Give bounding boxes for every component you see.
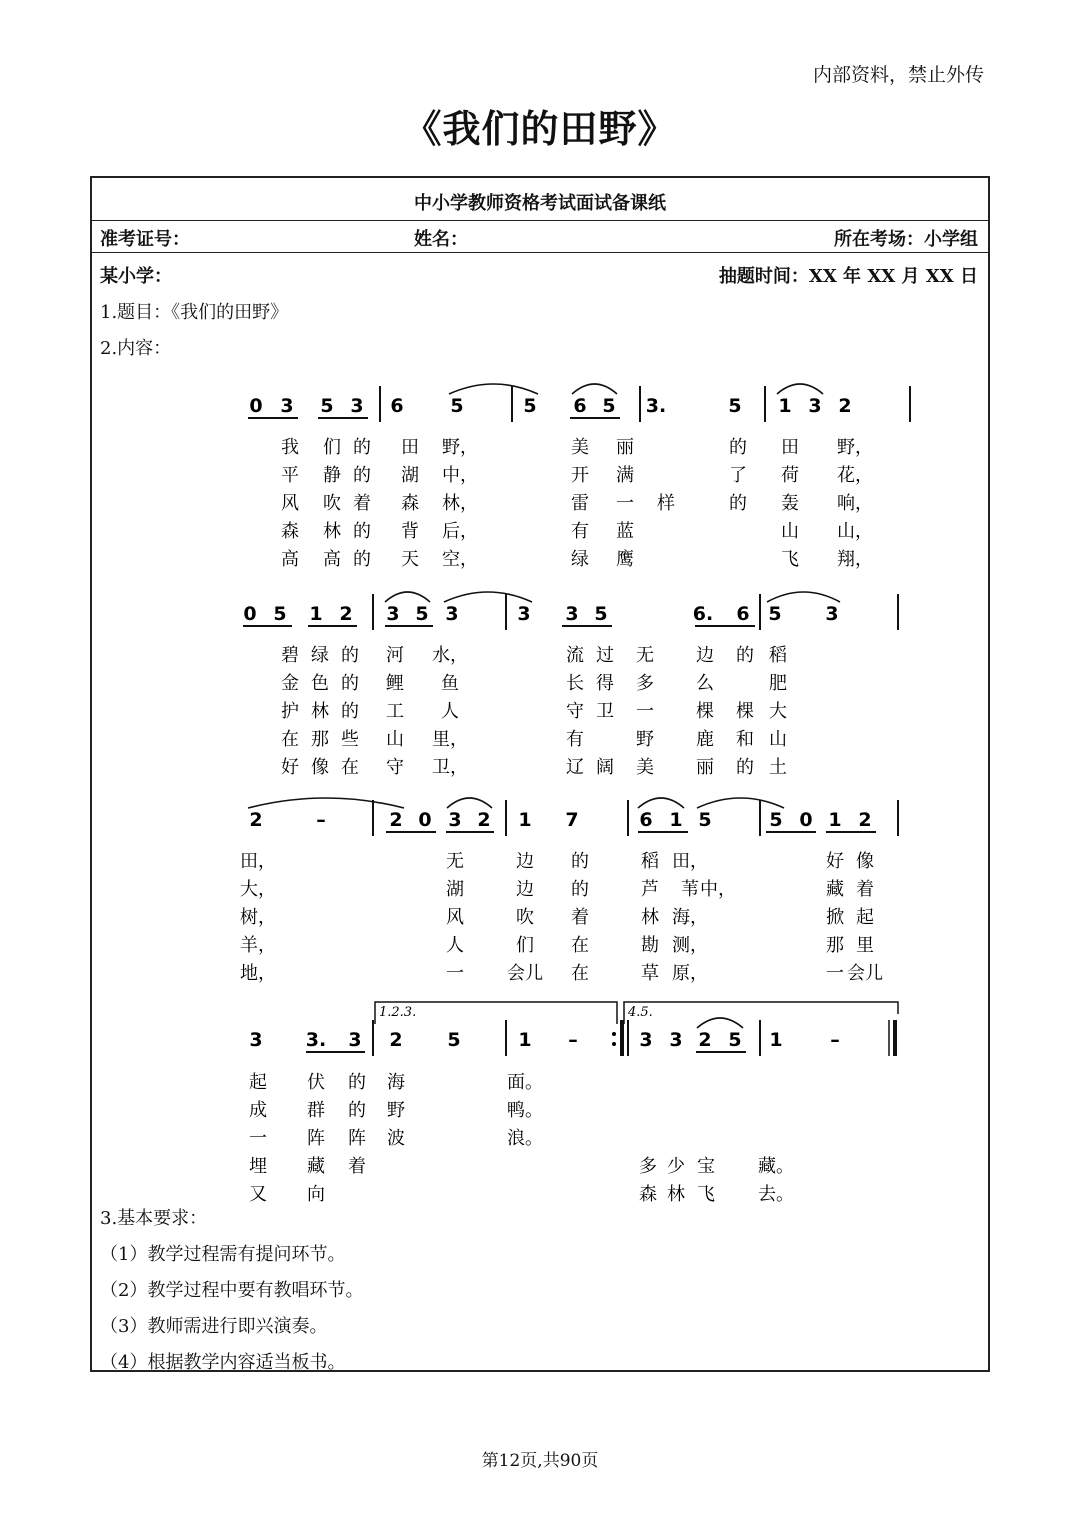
score-note: 5: [320, 395, 334, 417]
lyric-syllable: 里: [856, 935, 874, 956]
score-note: 2: [838, 395, 852, 417]
lyric-syllable: 芦: [641, 879, 659, 900]
score-note: 5: [273, 603, 287, 625]
lyric-syllable: 那: [311, 729, 329, 750]
lyric-syllable: 和: [736, 729, 754, 750]
slur-arc: [449, 384, 538, 394]
score-note: 1: [518, 809, 532, 831]
lyric-syllable: 天: [401, 549, 419, 570]
school-label: 某小学：: [100, 266, 172, 287]
lyric-syllable: 大: [769, 701, 787, 722]
score-note: 5: [594, 603, 608, 625]
lyric-syllable: 着: [353, 493, 371, 514]
lyric-syllable: 雷: [571, 493, 589, 514]
lyric-syllable: 满: [616, 465, 634, 486]
lyric-syllable: 高: [281, 549, 299, 570]
score-note: 2: [698, 1029, 712, 1051]
lyric-syllable: 湖: [401, 465, 419, 486]
lyric-syllable: 的: [353, 549, 371, 570]
lyric-syllable: 无: [636, 645, 654, 666]
lyric-syllable: 波: [387, 1128, 405, 1149]
lyric-syllable: 多: [636, 673, 654, 694]
score-note: 1: [778, 395, 792, 417]
repeat-dot: [612, 1032, 616, 1036]
lyric-syllable: 藏: [307, 1156, 325, 1177]
lyric-syllable: 羊，: [240, 935, 276, 956]
lyric-syllable: 平: [281, 465, 299, 486]
slur-arc: [447, 798, 492, 808]
lyric-syllable: 护: [281, 701, 299, 722]
lyric-syllable: 飞: [697, 1184, 715, 1205]
lyric-syllable: 田，: [240, 851, 276, 872]
lyric-syllable: 面。: [507, 1072, 543, 1093]
lyric-syllable: 山，: [837, 521, 873, 542]
lyric-syllable: 轰: [781, 493, 799, 514]
lyric-syllable: 鹿: [696, 729, 714, 750]
lyric-syllable: 美: [636, 757, 654, 778]
lyric-syllable: 藏: [826, 879, 844, 900]
lyric-syllable: 群: [307, 1100, 325, 1121]
score-note: 2: [249, 809, 263, 831]
score-note: 2: [339, 603, 353, 625]
lyric-syllable: 地，: [240, 963, 276, 984]
lyric-syllable: 林: [667, 1184, 685, 1205]
lyric-syllable: 鲤: [386, 673, 404, 694]
score-note: 6: [390, 395, 404, 417]
lyric-syllable: 在: [281, 729, 299, 750]
lyric-syllable: 野: [636, 729, 654, 750]
lyric-syllable: 的: [571, 851, 589, 872]
score-note: 6: [736, 603, 750, 625]
lyric-syllable: 我: [281, 437, 299, 458]
lyric-syllable: 绿: [311, 645, 329, 666]
volta-label: 4.5.: [628, 1005, 653, 1020]
lyric-syllable: 花，: [837, 465, 873, 486]
lyric-syllable: 飞: [781, 549, 799, 570]
lyric-syllable: 边: [696, 645, 714, 666]
lyric-syllable: 好: [281, 757, 299, 778]
score-note: 3.: [645, 395, 667, 417]
lyric-syllable: 空，: [442, 549, 478, 570]
lyric-syllable: 吹: [516, 907, 534, 928]
lyric-syllable: 苇: [681, 879, 699, 900]
lyric-syllable: 蓝: [616, 521, 634, 542]
lyric-syllable: 风: [281, 493, 299, 514]
score-note: 1: [669, 809, 683, 831]
score-note: –: [568, 1029, 578, 1051]
lyric-syllable: 静: [323, 465, 341, 486]
lyric-syllable: 掀: [826, 907, 844, 928]
lyric-syllable: 原，: [672, 963, 708, 984]
lyric-syllable: 会儿: [507, 963, 543, 984]
score-note: 2: [389, 1029, 403, 1051]
lyric-syllable: 稻: [641, 851, 659, 872]
lyric-syllable: 样: [657, 493, 675, 514]
score-note: 3: [386, 603, 400, 625]
lyric-syllable: 人: [441, 701, 459, 722]
lyric-syllable: 大，: [240, 879, 276, 900]
lyric-syllable: 那: [826, 935, 844, 956]
lyric-syllable: 森: [281, 521, 299, 542]
lyric-syllable: 林: [641, 907, 659, 928]
repeat-dot: [612, 1042, 616, 1046]
lyric-syllable: 流: [566, 645, 584, 666]
lyric-syllable: 长: [566, 673, 584, 694]
lyric-syllable: 测，: [672, 935, 708, 956]
score-note: 5: [769, 809, 783, 831]
lyric-syllable: 一: [826, 963, 844, 984]
lyric-syllable: 河: [386, 645, 404, 666]
lyric-syllable: 着: [571, 907, 589, 928]
slur-arc: [638, 798, 684, 808]
score-note: –: [316, 809, 326, 831]
lyric-syllable: 工: [386, 701, 404, 722]
lyric-syllable: 草: [641, 963, 659, 984]
lyric-syllable: 的: [348, 1100, 366, 1121]
lyric-syllable: 野: [387, 1100, 405, 1121]
lyric-syllable: 林: [323, 521, 341, 542]
score-note: 3: [280, 395, 294, 417]
lyric-syllable: 丽: [696, 757, 714, 778]
lyric-syllable: 中，: [700, 879, 736, 900]
lyric-syllable: 的: [341, 701, 359, 722]
score-note: 6: [573, 395, 587, 417]
slur-arc: [385, 592, 430, 602]
lyric-syllable: 有: [571, 521, 589, 542]
lyric-syllable: 守: [566, 701, 584, 722]
lyric-syllable: 阔: [596, 757, 614, 778]
lyric-syllable: 土: [769, 757, 787, 778]
score-note: 0: [249, 395, 263, 417]
lyric-syllable: 在: [571, 935, 589, 956]
lyric-syllable: 丽: [616, 437, 634, 458]
lyric-syllable: 辽: [566, 757, 584, 778]
lyric-syllable: 海，: [672, 907, 708, 928]
score-note: 3: [348, 1029, 362, 1051]
lyric-syllable: 野，: [442, 437, 478, 458]
score-note: –: [830, 1029, 840, 1051]
lyric-syllable: 得: [596, 673, 614, 694]
lyric-syllable: 一: [446, 963, 464, 984]
lyric-syllable: 里，: [432, 729, 468, 750]
score-note: 5: [415, 603, 429, 625]
lyric-syllable: 山: [769, 729, 787, 750]
lyric-syllable: 的: [571, 879, 589, 900]
score-note: 5: [728, 395, 742, 417]
lyric-syllable: 们: [323, 437, 341, 458]
score-note: 1: [309, 603, 323, 625]
lyric-syllable: 的: [341, 645, 359, 666]
lyric-syllable: 像: [311, 757, 329, 778]
score-note: 5: [447, 1029, 461, 1051]
lyric-syllable: 一: [636, 701, 654, 722]
lyric-syllable: 勘: [641, 935, 659, 956]
lyric-syllable: 么: [696, 673, 714, 694]
venue-label: 所在考场：小学组: [834, 229, 978, 250]
lyric-syllable: 在: [571, 963, 589, 984]
lyric-syllable: 们: [516, 935, 534, 956]
score-note: 3.: [305, 1029, 327, 1051]
lyric-syllable: 林，: [442, 493, 478, 514]
lyric-syllable: 藏。: [758, 1156, 794, 1177]
lyric-syllable: 人: [446, 935, 464, 956]
lyric-syllable: 的: [729, 493, 747, 514]
lyric-syllable: 田: [401, 437, 419, 458]
lyric-syllable: 风: [446, 907, 464, 928]
score-note: 1: [769, 1029, 783, 1051]
lyric-syllable: 着: [348, 1156, 366, 1177]
form-heading: 中小学教师资格考试面试备课纸: [414, 193, 666, 214]
lyric-syllable: 有: [566, 729, 584, 750]
lyric-syllable: 棵: [736, 701, 754, 722]
lyric-syllable: 金: [281, 673, 299, 694]
score-note: 3: [445, 603, 459, 625]
topic-line: 1.题目：《我们的田野》: [100, 302, 289, 323]
lyric-syllable: 响，: [837, 493, 873, 514]
lyric-syllable: 湖: [446, 879, 464, 900]
score-note: 2: [858, 809, 872, 831]
slur-arc: [248, 798, 404, 808]
lyric-syllable: 山: [781, 521, 799, 542]
lyric-syllable: 起: [856, 907, 874, 928]
lyric-syllable: 过: [596, 645, 614, 666]
name-label: 姓名：: [414, 229, 468, 250]
slur-arc: [767, 592, 840, 602]
content-label: 2.内容：: [100, 338, 172, 359]
slur-arc: [777, 384, 823, 394]
lyric-syllable: 卫，: [432, 757, 468, 778]
slur-arc: [444, 592, 532, 602]
slur-arc: [697, 1018, 743, 1028]
lyric-syllable: 起: [249, 1072, 267, 1093]
lyric-syllable: 又: [249, 1184, 267, 1205]
lyric-syllable: 色: [311, 673, 329, 694]
lyric-syllable: 绿: [571, 549, 589, 570]
score-note: 1: [828, 809, 842, 831]
slur-arc: [697, 798, 784, 808]
requirement-item: （4）根据教学内容适当板书。: [100, 1352, 346, 1373]
lyric-syllable: 后，: [442, 521, 478, 542]
lyric-syllable: 海: [387, 1072, 405, 1093]
slur-arc: [572, 384, 617, 394]
lyric-syllable: 的: [736, 757, 754, 778]
lyric-syllable: 的: [353, 437, 371, 458]
volta-label: 1.2.3.: [379, 1005, 417, 1020]
lyric-syllable: 好: [826, 851, 844, 872]
lyric-syllable: 守: [386, 757, 404, 778]
score-note: 6.: [692, 603, 714, 625]
lyric-syllable: 森: [639, 1184, 657, 1205]
lyric-syllable: 宝: [697, 1156, 715, 1177]
confidential-notice: 内部资料，禁止外传: [812, 64, 984, 86]
lyric-syllable: 棵: [696, 701, 714, 722]
lyric-syllable: 山: [386, 729, 404, 750]
requirement-item: （3）教师需进行即兴演奏。: [100, 1316, 328, 1337]
score-note: 5: [450, 395, 464, 417]
lyric-syllable: 边: [516, 851, 534, 872]
lyric-syllable: 向: [307, 1184, 325, 1205]
lyric-syllable: 荷: [781, 465, 799, 486]
lyric-syllable: 美: [571, 437, 589, 458]
score-note: 5: [602, 395, 616, 417]
lyric-syllable: 无: [446, 851, 464, 872]
score-note: 3: [448, 809, 462, 831]
lyric-syllable: 翔，: [837, 549, 873, 570]
score-note: 0: [799, 809, 813, 831]
lyric-syllable: 的: [353, 465, 371, 486]
score-note: 3: [517, 603, 531, 625]
lyric-syllable: 卫: [596, 701, 614, 722]
lyric-syllable: 的: [729, 437, 747, 458]
lyric-syllable: 的: [341, 673, 359, 694]
score-note: 6: [639, 809, 653, 831]
lyric-syllable: 些: [341, 729, 359, 750]
score-note: 3: [825, 603, 839, 625]
score-note: 5: [698, 809, 712, 831]
score-note: 2: [389, 809, 403, 831]
page-number: 第12页,共90页: [481, 1451, 599, 1471]
lyric-syllable: 稻: [769, 645, 787, 666]
score-note: 3: [249, 1029, 263, 1051]
lyric-syllable: 一: [616, 493, 634, 514]
lyric-syllable: 了: [729, 465, 747, 486]
score-note: 3: [639, 1029, 653, 1051]
lyric-syllable: 多: [639, 1156, 657, 1177]
lyric-syllable: 吹: [323, 493, 341, 514]
lyric-syllable: 田: [781, 437, 799, 458]
score-note: 5: [523, 395, 537, 417]
requirement-item: （1）教学过程需有提问环节。: [100, 1244, 346, 1265]
lyric-syllable: 森: [401, 493, 419, 514]
lyric-syllable: 着: [856, 879, 874, 900]
lyric-syllable: 阵: [307, 1128, 325, 1149]
lyric-syllable: 开: [571, 465, 589, 486]
ticket-number-label: 准考证号：: [100, 229, 190, 250]
lyric-syllable: 会儿: [847, 963, 883, 984]
score-note: 1: [518, 1029, 532, 1051]
lyric-syllable: 水，: [432, 645, 468, 666]
requirement-item: （2）教学过程中要有教唱环节。: [100, 1280, 364, 1301]
lyric-syllable: 中，: [442, 465, 478, 486]
lyric-syllable: 肥: [769, 673, 787, 694]
lyric-syllable: 浪。: [507, 1128, 543, 1149]
lyric-syllable: 背: [401, 521, 419, 542]
lyric-syllable: 成: [249, 1100, 267, 1121]
lyric-syllable: 边: [516, 879, 534, 900]
lyric-syllable: 一: [249, 1128, 267, 1149]
lyric-syllable: 林: [311, 701, 329, 722]
score-note: 3: [669, 1029, 683, 1051]
lyric-syllable: 鹰: [616, 549, 634, 570]
requirements-label: 3.基本要求：: [100, 1208, 208, 1229]
score-note: 5: [728, 1029, 742, 1051]
document-title: 《我们的田野》: [403, 106, 677, 151]
lyric-syllable: 在: [341, 757, 359, 778]
lyric-syllable: 鸭。: [507, 1100, 543, 1121]
lyric-syllable: 鱼: [441, 673, 459, 694]
draw-time-label: 抽题时间：XX 年 XX 月 XX 日: [718, 266, 978, 287]
lyric-syllable: 高: [323, 549, 341, 570]
lyric-syllable: 像: [856, 851, 874, 872]
score-note: 3: [565, 603, 579, 625]
lyric-syllable: 阵: [348, 1128, 366, 1149]
score-note: 5: [768, 603, 782, 625]
lyric-syllable: 的: [353, 521, 371, 542]
score-note: 7: [565, 809, 579, 831]
score-note: 2: [477, 809, 491, 831]
score-note: 3: [808, 395, 822, 417]
score-note: 3: [350, 395, 364, 417]
lyric-syllable: 野，: [837, 437, 873, 458]
lyric-syllable: 的: [736, 645, 754, 666]
lyric-syllable: 伏: [307, 1072, 325, 1093]
lyric-syllable: 埋: [249, 1156, 267, 1177]
lyric-syllable: 碧: [281, 645, 299, 666]
lyric-syllable: 少: [667, 1156, 685, 1177]
score-note: 0: [418, 809, 432, 831]
lyric-syllable: 去。: [758, 1184, 794, 1205]
score-note: 0: [243, 603, 257, 625]
lyric-syllable: 的: [348, 1072, 366, 1093]
lyric-syllable: 田，: [672, 851, 708, 872]
lyric-syllable: 树，: [240, 907, 276, 928]
